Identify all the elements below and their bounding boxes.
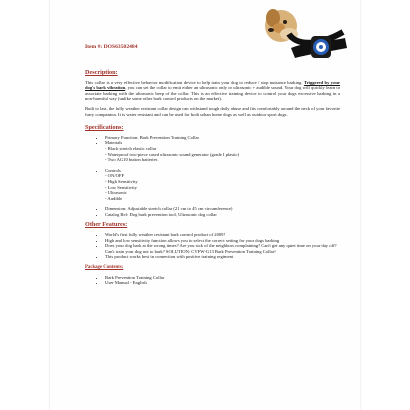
description-text-before: This collar is a very effective behavior modification device to help train your dog to reduce / stop nuisance barking. [85,79,304,85]
description-paragraph-2: Built to last, the fully weather resistant collar design can withstand tough daily abuse and fits comfortably around the neck of your favorite furry companion. It is water resistant and can be used for both urban home dogs as well as outdoor sport dogs. [85,105,341,117]
feature-item: • World's first fully weather resistant bark control product of 2009! [105,232,340,238]
package-list [85,275,340,286]
spec-materials [105,140,340,162]
control-item: - Ultrasonic [105,190,127,196]
package-item: • User Manual - English [105,280,340,286]
package-title: Package Contents: [85,265,124,271]
package-item: • Bark Prevention Training Collar [105,275,340,281]
control-item: - ON/OFF [105,173,125,179]
description-title: Description: [85,69,118,76]
materials-sublist [105,146,340,163]
spec-controls [105,168,340,202]
description-text-after: , you can set the collar to emit either an ultrasonic only or ultrasonic + audible sound. Your dog will quickly learn to associate barking with the ultrasonic beep of the collar. This is an effective training device to control your dogs excessive barking in a non-harmful way (unlike some other bark control products on the market). [85,85,340,102]
spec-materials-label: Materials [105,140,123,146]
material-item: - Black stretch elastic collar [105,145,157,151]
feature-item: • This product works best in connection with positive training regiment [105,254,340,260]
features-list [85,232,340,260]
specifications-title: Specifications: [85,124,124,132]
material-item: - Two AG10 button batteries [105,157,158,163]
controls-sublist [105,173,340,201]
features-title: Other Features: [85,221,128,229]
spec-catalog: • Catalog Ref: Dog bark prevention tool, Ultrasonic dog collar [105,212,340,218]
item-number: Item #: DOS63502484 [85,44,138,50]
spec-function: • Primary Function: Bark Prevention Training Collar [105,135,340,141]
dog-collar-product-photo [255,4,355,68]
control-item: - High Sensitivity [105,178,138,184]
spec-controls-label: Controls [105,167,121,173]
document-body [85,70,340,291]
feature-item: • High and low sensitivity function allows you to select the correct setting for your dogs barking [105,238,340,244]
document-page [50,0,360,410]
control-item: - Audible [105,195,123,201]
spec-dimension: • Dimension: Adjustable stretch collar (21 cm to 45 cm circumference) [105,206,340,212]
specifications-list [85,135,340,218]
material-item: - Waterproof two-piece cased ultrasonic sound generator (grade I plastic) [105,151,240,157]
feature-item: • Does your dog bark at the wrong times? Are you sick of the neighbors complaining? Can't get any quiet time on your day off? Can't train your dog not to bark? SOLUTION: CVFW-G13 Bark Prevention Training Collar! [105,243,340,254]
description-paragraph-1 [85,80,340,102]
control-item: - Low Sensitivity [105,184,137,190]
description-highlight: Triggered by your dog's bark vibration [85,79,340,91]
